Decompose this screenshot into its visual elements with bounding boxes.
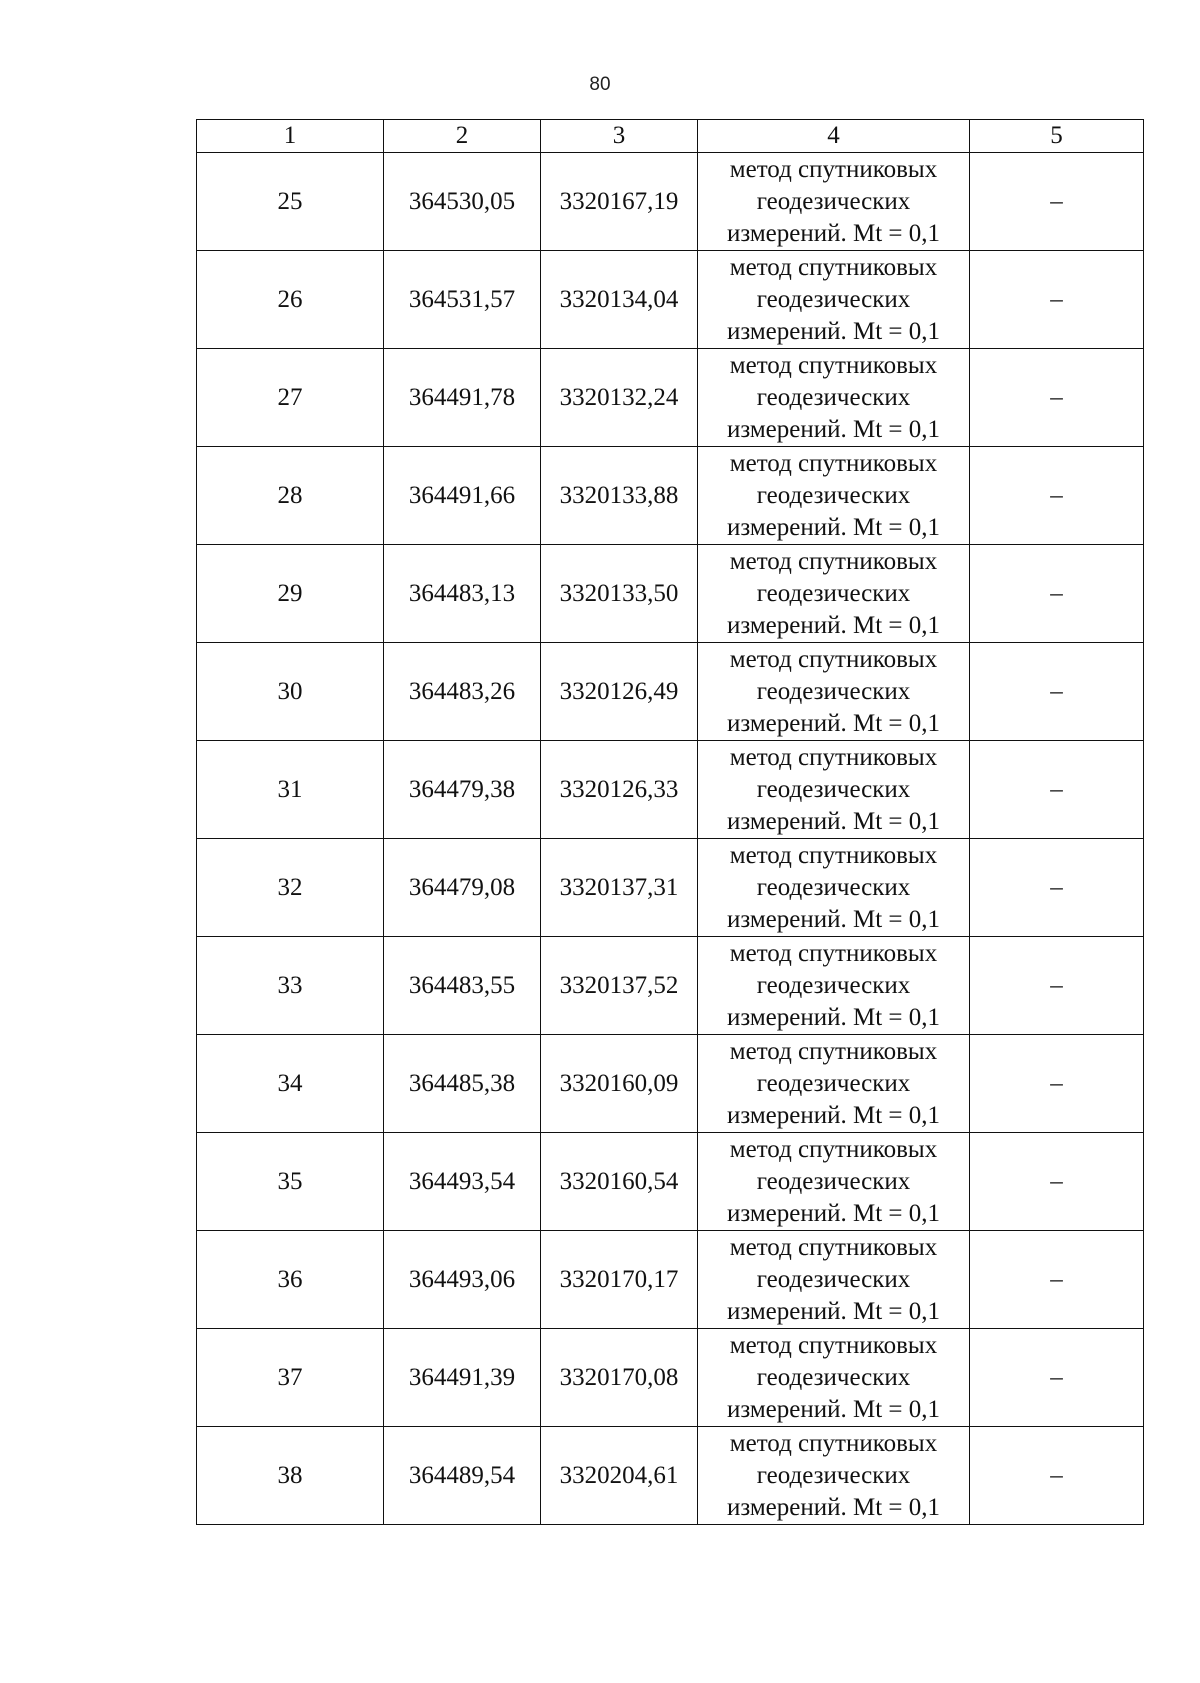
- column-header-4: 4: [698, 120, 970, 153]
- method-line: геодезических: [756, 1167, 911, 1195]
- y-coordinate-cell: 3320160,09: [541, 1035, 698, 1133]
- point-number-cell: 25: [197, 153, 384, 251]
- y-coordinate-cell: 3320137,52: [541, 937, 698, 1035]
- table-row: [197, 1427, 1144, 1525]
- point-number-cell: 35: [197, 1133, 384, 1231]
- method-line: геодезических: [756, 1265, 911, 1293]
- table-body: [197, 153, 1144, 1525]
- method-line: метод спутниковых: [729, 939, 938, 967]
- method-cell: [698, 1231, 970, 1329]
- method-line: метод спутниковых: [729, 1135, 938, 1163]
- method-line: измерений. Mt = 0,1: [726, 317, 941, 345]
- x-coordinate-cell: 364493,06: [384, 1231, 541, 1329]
- method-line: измерений. Mt = 0,1: [726, 219, 941, 247]
- method-line: геодезических: [756, 285, 911, 313]
- x-coordinate-cell: 364531,57: [384, 251, 541, 349]
- note-cell: –: [970, 153, 1144, 251]
- method-cell: [698, 349, 970, 447]
- table-row: [197, 1231, 1144, 1329]
- point-number-cell: 37: [197, 1329, 384, 1427]
- method-line: геодезических: [756, 579, 911, 607]
- note-cell: –: [970, 1427, 1144, 1525]
- method-line: метод спутниковых: [729, 1233, 938, 1261]
- x-coordinate-cell: 364530,05: [384, 153, 541, 251]
- method-cell: [698, 251, 970, 349]
- note-cell: –: [970, 447, 1144, 545]
- method-cell: [698, 1133, 970, 1231]
- method-cell: [698, 153, 970, 251]
- table-row: [197, 251, 1144, 349]
- point-number-cell: 27: [197, 349, 384, 447]
- note-cell: –: [970, 1329, 1144, 1427]
- method-line: метод спутниковых: [729, 449, 938, 477]
- table-row: [197, 643, 1144, 741]
- x-coordinate-cell: 364491,39: [384, 1329, 541, 1427]
- method-line: измерений. Mt = 0,1: [726, 1297, 941, 1325]
- coordinates-table: [196, 119, 1144, 1525]
- x-coordinate-cell: 364485,38: [384, 1035, 541, 1133]
- method-cell: [698, 447, 970, 545]
- y-coordinate-cell: 3320133,88: [541, 447, 698, 545]
- y-coordinate-cell: 3320167,19: [541, 153, 698, 251]
- y-coordinate-cell: 3320133,50: [541, 545, 698, 643]
- note-cell: –: [970, 1133, 1144, 1231]
- method-line: метод спутниковых: [729, 645, 938, 673]
- point-number-cell: 26: [197, 251, 384, 349]
- method-line: геодезических: [756, 873, 911, 901]
- x-coordinate-cell: 364483,13: [384, 545, 541, 643]
- note-cell: –: [970, 741, 1144, 839]
- table-row: [197, 153, 1144, 251]
- table-row: [197, 349, 1144, 447]
- y-coordinate-cell: 3320137,31: [541, 839, 698, 937]
- method-line: измерений. Mt = 0,1: [726, 1493, 941, 1521]
- table-row: [197, 839, 1144, 937]
- note-cell: –: [970, 643, 1144, 741]
- table-row: [197, 937, 1144, 1035]
- y-coordinate-cell: 3320204,61: [541, 1427, 698, 1525]
- y-coordinate-cell: 3320126,33: [541, 741, 698, 839]
- method-line: метод спутниковых: [729, 547, 938, 575]
- method-line: метод спутниковых: [729, 1429, 938, 1457]
- point-number-cell: 30: [197, 643, 384, 741]
- note-cell: –: [970, 1231, 1144, 1329]
- note-cell: –: [970, 251, 1144, 349]
- y-coordinate-cell: 3320170,08: [541, 1329, 698, 1427]
- point-number-cell: 38: [197, 1427, 384, 1525]
- x-coordinate-cell: 364489,54: [384, 1427, 541, 1525]
- method-line: измерений. Mt = 0,1: [726, 1101, 941, 1129]
- method-line: измерений. Mt = 0,1: [726, 513, 941, 541]
- table-row: [197, 1035, 1144, 1133]
- point-number-cell: 31: [197, 741, 384, 839]
- x-coordinate-cell: 364491,78: [384, 349, 541, 447]
- point-number-cell: 32: [197, 839, 384, 937]
- y-coordinate-cell: 3320170,17: [541, 1231, 698, 1329]
- note-cell: –: [970, 349, 1144, 447]
- column-header-3: 3: [541, 120, 698, 153]
- table-row: [197, 741, 1144, 839]
- table-row: [197, 447, 1144, 545]
- point-number-cell: 36: [197, 1231, 384, 1329]
- table-header-row: [197, 120, 1144, 153]
- page-number: 80: [589, 74, 611, 95]
- method-line: геодезических: [756, 971, 911, 999]
- point-number-cell: 29: [197, 545, 384, 643]
- table-row: [197, 545, 1144, 643]
- column-header-5: 5: [970, 120, 1144, 153]
- method-line: метод спутниковых: [729, 841, 938, 869]
- method-line: измерений. Mt = 0,1: [726, 611, 941, 639]
- method-cell: [698, 1035, 970, 1133]
- point-number-cell: 28: [197, 447, 384, 545]
- method-line: метод спутниковых: [729, 253, 938, 281]
- method-line: геодезических: [756, 1363, 911, 1391]
- column-header-1: 1: [197, 120, 384, 153]
- note-cell: –: [970, 545, 1144, 643]
- column-header-2: 2: [384, 120, 541, 153]
- x-coordinate-cell: 364483,26: [384, 643, 541, 741]
- method-line: метод спутниковых: [729, 155, 938, 183]
- y-coordinate-cell: 3320134,04: [541, 251, 698, 349]
- method-cell: [698, 839, 970, 937]
- method-line: геодезических: [756, 1461, 911, 1489]
- method-line: измерений. Mt = 0,1: [726, 709, 941, 737]
- x-coordinate-cell: 364491,66: [384, 447, 541, 545]
- method-line: метод спутниковых: [729, 1037, 938, 1065]
- x-coordinate-cell: 364493,54: [384, 1133, 541, 1231]
- method-line: геодезических: [756, 1069, 911, 1097]
- y-coordinate-cell: 3320160,54: [541, 1133, 698, 1231]
- y-coordinate-cell: 3320132,24: [541, 349, 698, 447]
- method-cell: [698, 741, 970, 839]
- x-coordinate-cell: 364479,08: [384, 839, 541, 937]
- method-line: измерений. Mt = 0,1: [726, 1003, 941, 1031]
- table-row: [197, 1133, 1144, 1231]
- method-line: измерений. Mt = 0,1: [726, 807, 941, 835]
- point-number-cell: 34: [197, 1035, 384, 1133]
- method-line: метод спутниковых: [729, 1331, 938, 1359]
- note-cell: –: [970, 839, 1144, 937]
- method-line: геодезических: [756, 383, 911, 411]
- method-line: измерений. Mt = 0,1: [726, 1199, 941, 1227]
- method-line: метод спутниковых: [729, 351, 938, 379]
- y-coordinate-cell: 3320126,49: [541, 643, 698, 741]
- table-row: [197, 1329, 1144, 1427]
- method-line: геодезических: [756, 481, 911, 509]
- method-line: геодезических: [756, 187, 911, 215]
- x-coordinate-cell: 364479,38: [384, 741, 541, 839]
- x-coordinate-cell: 364483,55: [384, 937, 541, 1035]
- method-line: геодезических: [756, 775, 911, 803]
- method-cell: [698, 1329, 970, 1427]
- method-line: измерений. Mt = 0,1: [726, 415, 941, 443]
- method-line: метод спутниковых: [729, 743, 938, 771]
- method-cell: [698, 545, 970, 643]
- method-line: измерений. Mt = 0,1: [726, 905, 941, 933]
- note-cell: –: [970, 1035, 1144, 1133]
- method-cell: [698, 1427, 970, 1525]
- method-line: измерений. Mt = 0,1: [726, 1395, 941, 1423]
- point-number-cell: 33: [197, 937, 384, 1035]
- method-line: геодезических: [756, 677, 911, 705]
- method-cell: [698, 643, 970, 741]
- note-cell: –: [970, 937, 1144, 1035]
- method-cell: [698, 937, 970, 1035]
